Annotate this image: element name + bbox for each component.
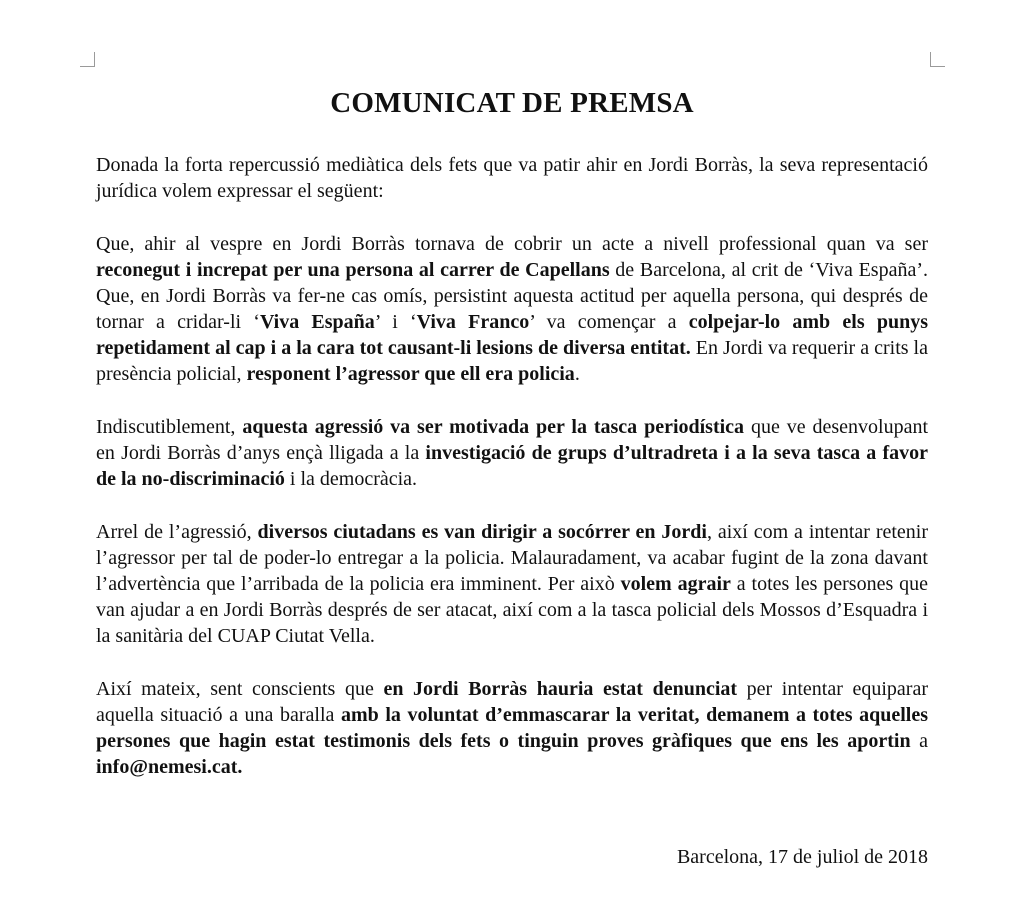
document-title: COMUNICAT DE PREMSA — [330, 87, 694, 120]
text-run: . — [574, 363, 580, 385]
text-run: Donada la forta repercussió mediàtica dels fets que va patir ahir en Jordi Borràs, la seva representació jurídica volem expressar el següent: — [96, 154, 928, 202]
text-run: que ve desenvolupant en Jordi Borràs d’anys ençà lligada a la — [96, 416, 929, 464]
bold-text-run: en Jordi Borràs hauria estat denunciat — [383, 678, 738, 700]
text-run: de Barcelona, al crit de ‘Viva España’. Que, en Jordi Borràs va fer-ne cas omís, persistint aquesta actitud per aquella persona, qui després de tornar a cridar-li ‘ — [96, 259, 928, 333]
text-run: Així mateix, sent conscients que — [96, 678, 384, 700]
page-corner-mark-top-right — [930, 52, 945, 67]
text-run: Indiscutiblement, — [96, 416, 243, 438]
bold-text-run: colpejar-lo amb els punys repetidament al cap i a la cara tot causant-li lesions de diversa entitat. — [96, 311, 928, 359]
paragraph — [96, 152, 928, 204]
page-corner-mark-top-left — [80, 52, 95, 67]
document-body — [96, 152, 928, 807]
text-run: Que, ahir al vespre en Jordi Borràs tornava de cobrir un acte a nivell professional quan va ser — [96, 233, 928, 255]
bold-text-run: info@nemesi.cat. — [96, 756, 243, 778]
text-run: a — [910, 730, 928, 752]
paragraph — [96, 231, 928, 387]
paragraph — [96, 414, 928, 492]
text-run: a totes les persones que van ajudar a en Jordi Borràs després de ser atacat, així com a la tasca policial dels Mossos d’Esquadra i la sanitària del CUAP Ciutat Vella. — [96, 573, 928, 647]
bold-text-run: volem agrair — [620, 573, 731, 595]
text-run: ’ i ‘ — [374, 311, 417, 333]
paragraph — [96, 676, 928, 780]
bold-text-run: aquesta agressió va ser motivada per la tasca periodística — [242, 416, 745, 438]
bold-text-run: amb la voluntat d’emmascarar la veritat, demanem a totes aquelles persones que hagin estat testimonis dels fets o tinguin proves gràfiques que ens les aportin — [96, 704, 928, 752]
bold-text-run: diversos ciutadans es van dirigir a socórrer en Jordi — [257, 521, 707, 543]
bold-text-run: reconegut i increpat per una persona al carrer de Capellans — [96, 259, 610, 281]
text-run: i la democràcia. — [284, 468, 418, 490]
text-run: En Jordi va requerir a crits la presència policial, — [96, 337, 928, 385]
bold-text-run: investigació de grups d’ultradreta i a la seva tasca a favor de la no-discriminació — [96, 442, 929, 490]
paragraph — [96, 519, 928, 649]
text-run: Arrel de l’agressió, — [96, 521, 258, 543]
bold-text-run: responent l’agressor que ell era policia — [246, 363, 575, 385]
text-run: per intentar equiparar aquella situació a una baralla — [96, 678, 929, 726]
text-run: , així com a intentar retenir l’agressor per tal de poder-lo entregar a la policia. Malauradament, va acabar fugint de la zona davant l’advertència que l’arribada de la policia era imminent. Per això — [96, 521, 929, 595]
signature-date: Barcelona, 17 de juliol de 2018 — [676, 846, 928, 868]
bold-text-run: Viva Franco — [416, 311, 530, 333]
bold-text-run: Viva España — [259, 311, 375, 333]
text-run: ’ va començar a — [529, 311, 689, 333]
